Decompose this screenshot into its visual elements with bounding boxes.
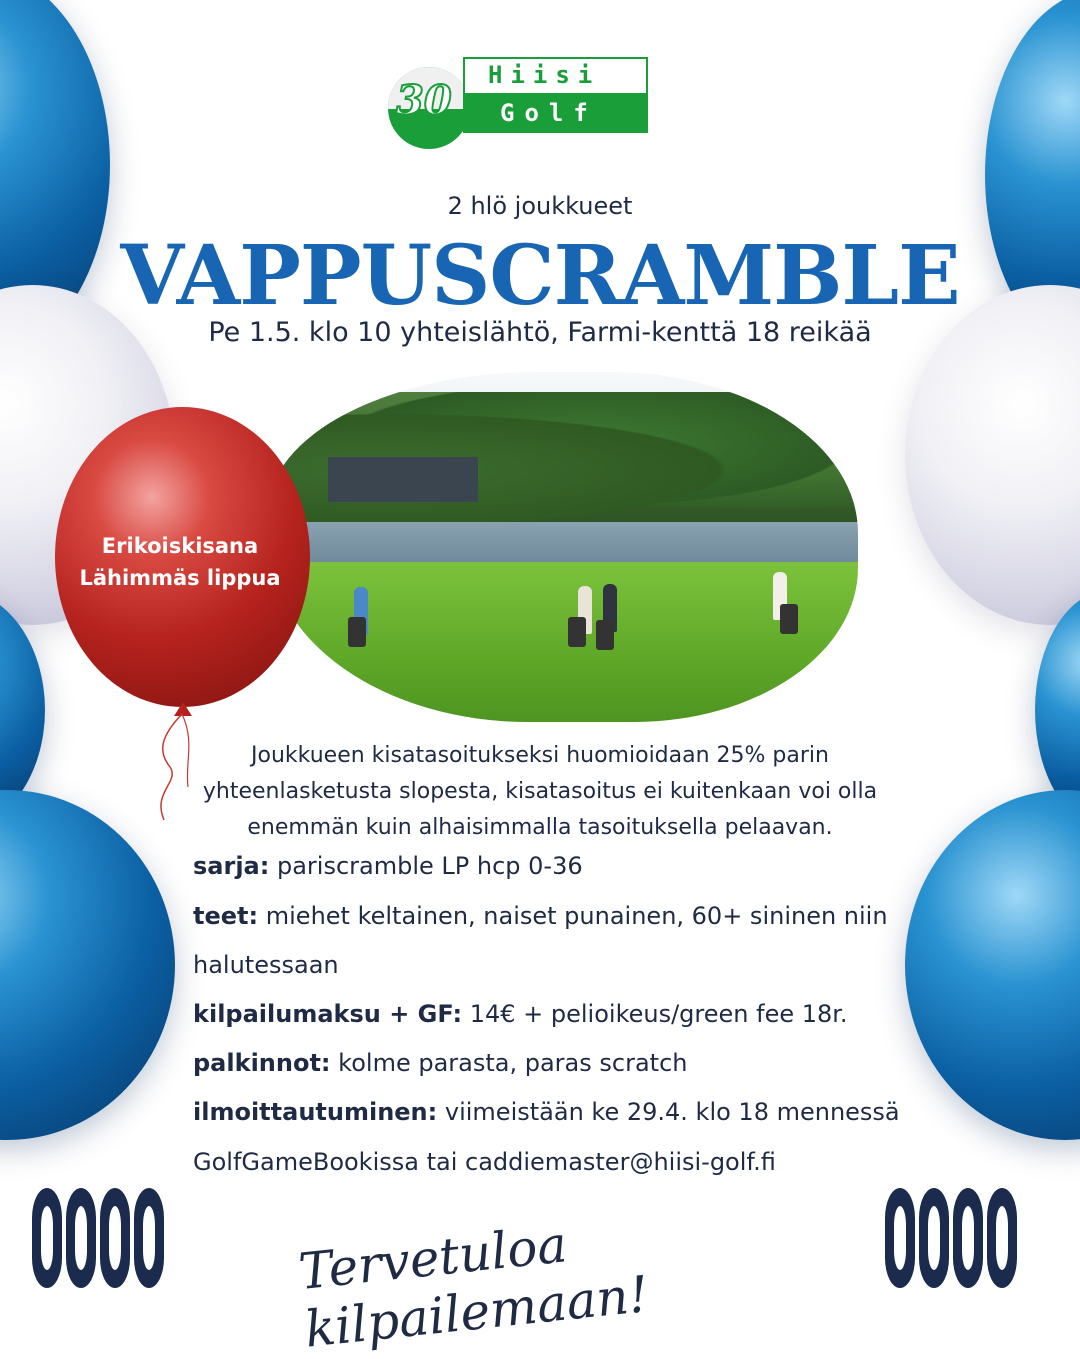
golf-course-photo [268, 372, 858, 722]
detail-fee: kilpailumaksu + GF: 14€ + pelioikeus/green fee 18r. [193, 1000, 848, 1028]
event-subtitle: 2 hlö joukkueet [447, 192, 633, 220]
olvi-logo-right [885, 1188, 1035, 1296]
logo-text-hiisi: Hiisi [488, 61, 601, 89]
welcome-message: Tervetuloa kilpailemaan! [296, 1215, 652, 1359]
detail-prizes: palkinnot: kolme parasta, paras scratch [193, 1049, 688, 1077]
special-competition-label: Erikoiskisana Lähimmäs lippua [79, 534, 281, 590]
blue-balloon-left-bottom [0, 790, 175, 1140]
logo-anniversary-number: 30 [396, 77, 452, 124]
detail-tees: teet: miehet keltainen, naiset punainen, 60+ sininen niin [193, 902, 888, 930]
detail-series: sarja: pariscramble LP hcp 0-36 [193, 852, 583, 880]
detail-signup: ilmoittautuminen: viimeistään ke 29.4. klo 18 mennessä [193, 1098, 900, 1126]
hiisi-golf-logo [388, 57, 650, 135]
event-dateline: Pe 1.5. klo 10 yhteislähtö, Farmi-kenttä 18 reikää [208, 317, 872, 348]
event-title: VAPPUSCRAMBLE [120, 228, 960, 324]
olvi-logo-left [32, 1188, 182, 1296]
blue-balloon-right-bottom [905, 790, 1080, 1140]
logo-text-golf: Golf [500, 99, 598, 127]
detail-signup-cont: GolfGameBookissa tai caddiemaster@hiisi-golf.fi [193, 1148, 776, 1176]
handicap-description: Joukkueen kisatasoitukseksi huomioidaan 25% parin yhteenlasketusta slopesta, kisatasoitus ei kuitenkaan voi olla enemmän kuin alhaisimmalla tasoituksella pelaavan. [202, 743, 878, 840]
detail-tees-cont: halutessaan [193, 951, 339, 979]
